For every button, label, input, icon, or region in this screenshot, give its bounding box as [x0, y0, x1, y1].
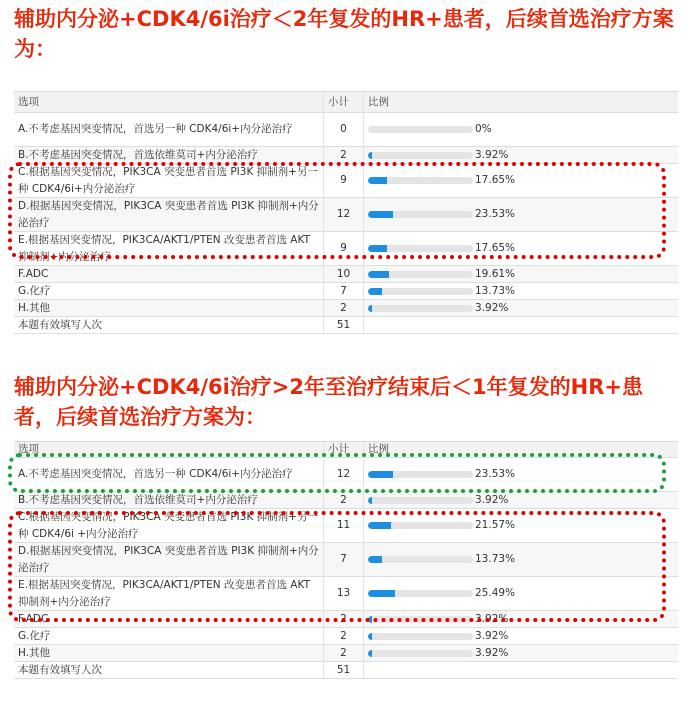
header-cell: 选项: [14, 442, 324, 457]
ratio-cell: [364, 543, 678, 576]
option-label: B.不考虑基因突变情况，首选依维莫司+内分泌治疗: [14, 492, 324, 508]
progress-bar-fill: [368, 177, 387, 184]
total-count: 51: [324, 317, 364, 333]
header-cell: 小计: [324, 92, 364, 112]
total-count: 51: [324, 662, 364, 678]
progress-bar: [368, 245, 473, 252]
ratio-cell: [364, 266, 678, 282]
progress-bar-fill: [368, 616, 372, 623]
option-count: 2: [324, 147, 364, 163]
header-cell: 比例: [368, 95, 389, 108]
ratio-cell: [364, 628, 678, 644]
survey-table-1: [14, 91, 678, 334]
ratio-cell: [364, 283, 678, 299]
option-count: 2: [324, 611, 364, 627]
progress-bar: [368, 152, 473, 159]
progress-bar: [368, 211, 473, 218]
progress-bar-fill: [368, 497, 372, 504]
table-header-row: [14, 442, 678, 458]
total-row: [14, 662, 678, 679]
option-label: G.化疗: [14, 283, 324, 299]
table-header-row: [14, 92, 678, 113]
option-count: 13: [324, 577, 364, 610]
percent-label: 23.53%: [475, 468, 516, 480]
progress-bar: [368, 471, 473, 478]
option-count: 10: [324, 266, 364, 282]
progress-bar-fill: [368, 633, 372, 640]
progress-bar-fill: [368, 556, 382, 563]
table-row: [14, 232, 678, 266]
option-count: 9: [324, 232, 364, 265]
option-count: 11: [324, 509, 364, 542]
progress-bar-fill: [368, 245, 387, 252]
percent-label: 0%: [475, 123, 492, 135]
ratio-cell: [364, 611, 678, 627]
percent-label: 13.73%: [475, 553, 516, 565]
section2-title: 辅助内分泌+CDK4/6i治疗>2年至治疗结束后＜1年复发的HR+患者，后续首选治疗方案为：: [14, 375, 643, 429]
option-count: 2: [324, 300, 364, 316]
progress-bar-fill: [368, 305, 372, 312]
progress-bar: [368, 633, 473, 640]
total-empty: [364, 317, 678, 333]
option-label: H.其他: [14, 645, 324, 661]
option-label: C.根据基因突变情况，PIK3CA 突变患者首选 PI3K 抑制剂+另一种 CDK4/6i +内分泌治疗: [14, 509, 324, 542]
option-count: 9: [324, 164, 364, 197]
option-label: F.ADC: [14, 611, 324, 627]
ratio-cell: [364, 492, 678, 508]
total-label: 本题有效填写人次: [14, 317, 324, 333]
progress-bar: [368, 616, 473, 623]
option-count: 12: [324, 458, 364, 491]
ratio-cell: [364, 458, 678, 491]
progress-bar: [368, 556, 473, 563]
percent-label: 3.92%: [475, 629, 509, 642]
table-row: [14, 164, 678, 198]
option-label: D.根据基因突变情况，PIK3CA 突变患者首选 PI3K 抑制剂+内分泌治疗: [14, 543, 324, 576]
table-row: [14, 492, 678, 509]
ratio-cell: [364, 300, 678, 316]
table-row: [14, 543, 678, 577]
option-label: B.不考虑基因突变情况，首选依维莫司+内分泌治疗: [14, 147, 324, 163]
percent-label: 3.92%: [475, 301, 509, 314]
table-row: [14, 147, 678, 164]
progress-bar: [368, 522, 473, 529]
progress-bar: [368, 126, 473, 133]
option-count: 12: [324, 198, 364, 231]
total-empty: [364, 662, 678, 678]
progress-bar: [368, 177, 473, 184]
progress-bar: [368, 288, 473, 295]
percent-label: 13.73%: [475, 284, 516, 297]
progress-bar: [368, 497, 473, 504]
percent-label: 17.65%: [475, 174, 516, 186]
option-count: 2: [324, 628, 364, 644]
option-label: E.根据基因突变情况，PIK3CA/AKT1/PTEN 改变患者首选 AKT 抑制剂+内分泌治疗: [14, 232, 324, 265]
total-label: 本题有效填写人次: [14, 662, 324, 678]
ratio-cell: [364, 577, 678, 610]
header-cell: 小计: [324, 442, 364, 457]
progress-bar-fill: [368, 650, 372, 657]
table-row: [14, 577, 678, 611]
progress-bar-fill: [368, 471, 393, 478]
section1-title: 辅助内分泌+CDK4/6i治疗＜2年复发的HR+患者，后续首选治疗方案为：: [14, 7, 674, 61]
percent-label: 3.92%: [475, 612, 509, 625]
table-row: [14, 611, 678, 628]
progress-bar: [368, 590, 473, 597]
percent-label: 3.92%: [475, 493, 509, 506]
progress-bar-fill: [368, 211, 393, 218]
progress-bar-fill: [368, 590, 395, 597]
progress-bar-fill: [368, 522, 391, 529]
table-row: [14, 113, 678, 147]
percent-label: 17.65%: [475, 242, 516, 254]
option-label: H.其他: [14, 300, 324, 316]
table-row: [14, 645, 678, 662]
ratio-cell: [364, 164, 678, 197]
option-label: C.根据基因突变情况，PIK3CA 突变患者首选 PI3K 抑制剂+另一种 CDK4/6i+内分泌治疗: [14, 164, 324, 197]
table-row: [14, 266, 678, 283]
ratio-cell: [364, 232, 678, 265]
option-label: A.不考虑基因突变情况，首选另一种 CDK4/6i+内分泌治疗: [14, 113, 324, 146]
ratio-cell: [364, 113, 678, 146]
ratio-cell: [364, 509, 678, 542]
option-count: 7: [324, 543, 364, 576]
option-count: 7: [324, 283, 364, 299]
percent-label: 19.61%: [475, 267, 516, 280]
table-row: [14, 198, 678, 232]
option-label: E.根据基因突变情况，PIK3CA/AKT1/PTEN 改变患者首选 AKT 抑制剂+内分泌治疗: [14, 577, 324, 610]
progress-bar-fill: [368, 288, 382, 295]
table-row: [14, 628, 678, 645]
progress-bar: [368, 271, 473, 278]
progress-bar: [368, 305, 473, 312]
option-count: 2: [324, 492, 364, 508]
progress-bar-fill: [368, 152, 372, 159]
option-label: F.ADC: [14, 266, 324, 282]
ratio-cell: [364, 645, 678, 661]
ratio-cell: [364, 147, 678, 163]
table-row: [14, 458, 678, 492]
option-label: A.不考虑基因突变情况，首选另一种 CDK4/6i+内分泌治疗: [14, 458, 324, 491]
progress-bar-fill: [368, 271, 389, 278]
percent-label: 3.92%: [475, 148, 509, 161]
percent-label: 21.57%: [475, 519, 516, 531]
percent-label: 23.53%: [475, 208, 516, 220]
survey-table-2: [14, 441, 678, 679]
ratio-cell: [364, 198, 678, 231]
total-row: [14, 317, 678, 334]
table-row: [14, 283, 678, 300]
option-count: 0: [324, 113, 364, 146]
percent-label: 25.49%: [475, 587, 516, 599]
option-label: G.化疗: [14, 628, 324, 644]
progress-bar: [368, 650, 473, 657]
option-count: 2: [324, 645, 364, 661]
option-label: D.根据基因突变情况，PIK3CA 突变患者首选 PI3K 抑制剂+内分泌治疗: [14, 198, 324, 231]
table-row: [14, 509, 678, 543]
percent-label: 3.92%: [475, 646, 509, 659]
table-row: [14, 300, 678, 317]
header-cell: 选项: [14, 92, 324, 112]
header-cell: 比例: [368, 443, 389, 455]
